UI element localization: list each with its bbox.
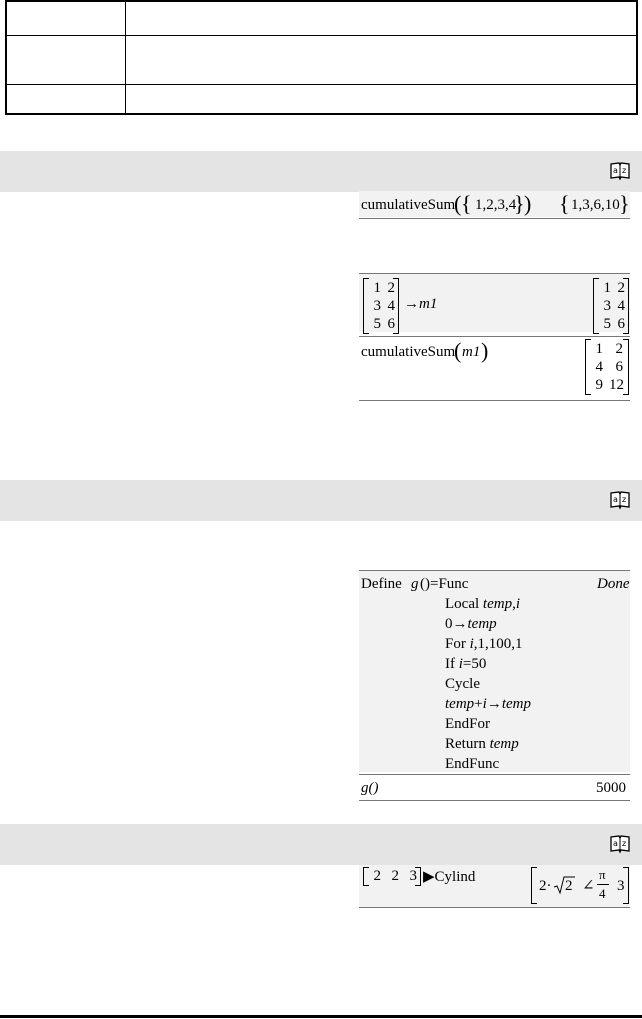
result-text: 1,3,6,10 <box>571 197 620 213</box>
matrix-cell: 4 <box>595 359 603 375</box>
brace-close: } <box>619 191 630 216</box>
svg-text:z: z <box>622 166 627 175</box>
separator <box>359 907 630 908</box>
svg-text:z: z <box>622 495 627 504</box>
vector-cell: 2 <box>373 868 381 884</box>
separator <box>359 400 630 401</box>
input-matrix <box>363 278 399 334</box>
example-row <box>359 274 630 332</box>
variable-name: m1 <box>462 344 481 360</box>
book-icon[interactable] <box>609 834 631 854</box>
code-line: Return temp <box>445 736 519 752</box>
table-row <box>7 35 636 85</box>
book-icon[interactable] <box>609 490 631 510</box>
result-text: 5000 <box>596 780 626 796</box>
matrix-cell: 2 <box>387 280 395 296</box>
calculator-example <box>359 865 630 908</box>
matrix-cell: 9 <box>595 377 603 393</box>
matrix-cell: 5 <box>373 316 381 332</box>
table-column-divider <box>125 2 126 113</box>
code-line: EndFor <box>445 716 490 732</box>
code-line: Cycle <box>445 676 480 692</box>
paren-open: ( <box>454 338 462 363</box>
separator <box>359 218 630 219</box>
matrix-cell: 5 <box>603 316 611 332</box>
matrix-cell: 6 <box>615 359 623 375</box>
svg-text:a: a <box>613 495 618 504</box>
brace-open: { <box>461 191 472 216</box>
matrix-cell: 6 <box>387 316 395 332</box>
matrix-cell: 4 <box>387 298 395 314</box>
angle-symbol: ∠ <box>582 878 595 894</box>
fraction-numerator: π <box>599 867 606 882</box>
brace-close: } <box>514 191 525 216</box>
matrix-cell: 4 <box>617 298 625 314</box>
vector-cell: 2 <box>391 868 399 884</box>
table-row <box>7 2 636 36</box>
input-vector <box>363 867 421 886</box>
separator <box>359 800 630 801</box>
function-name: g <box>411 576 419 592</box>
brace-open: { <box>559 191 570 216</box>
svg-text:a: a <box>613 166 618 175</box>
command-text: cumulativeSum <box>361 197 456 213</box>
calculator-example <box>359 191 630 402</box>
page-bottom-rule <box>0 1015 642 1018</box>
book-icon[interactable] <box>609 161 631 181</box>
matrix-cell: 12 <box>609 377 624 393</box>
section-header-bar <box>0 824 642 865</box>
coefficient: 2· <box>539 878 552 894</box>
matrix-cell: 1 <box>603 280 611 296</box>
code-line: If i=50 <box>445 656 487 672</box>
svg-text:a: a <box>613 839 618 848</box>
variable-name: m1 <box>419 296 438 312</box>
code-line: For i,1,100,1 <box>445 636 523 652</box>
paren-close: ) <box>524 191 532 216</box>
matrix-cell: 6 <box>617 316 625 332</box>
matrix-cell: 1 <box>595 341 603 357</box>
paren-close: ) <box>481 338 489 363</box>
result-text: Done <box>597 576 630 592</box>
section-header-bar <box>0 480 642 521</box>
code-line: 0→temp <box>445 616 497 632</box>
result-matrix <box>585 339 629 395</box>
fraction-bar <box>597 884 609 885</box>
sqrt-argument: 2 <box>565 878 573 894</box>
separator <box>359 336 630 337</box>
separator <box>359 774 630 775</box>
parameter-table <box>5 0 638 115</box>
function-call: g() <box>361 780 379 796</box>
command-text: cumulativeSum <box>361 344 456 360</box>
svg-text:z: z <box>622 839 627 848</box>
vector-cell: 3 <box>409 868 417 884</box>
calculator-example <box>359 570 630 802</box>
define-keyword: Define <box>361 576 402 592</box>
code-line: EndFunc <box>445 756 500 772</box>
section-header-bar <box>0 151 642 192</box>
list-arg: 1,2,3,4 <box>475 197 517 213</box>
store-arrow: → <box>404 296 419 312</box>
matrix-cell: 2 <box>615 341 623 357</box>
code-line: temp+i→temp <box>445 696 531 712</box>
code-line: Local temp,i <box>445 596 520 612</box>
z-component: 3 <box>617 878 625 894</box>
fraction-denominator: 4 <box>599 886 606 901</box>
matrix-cell: 2 <box>617 280 625 296</box>
result-matrix <box>593 278 629 334</box>
paren-open: ( <box>454 191 462 216</box>
convert-command: ▶Cylind <box>423 869 476 885</box>
matrix-cell: 3 <box>373 298 381 314</box>
matrix-cell: 1 <box>373 280 381 296</box>
matrix-cell: 3 <box>603 298 611 314</box>
function-head: ()=Func <box>420 576 469 592</box>
